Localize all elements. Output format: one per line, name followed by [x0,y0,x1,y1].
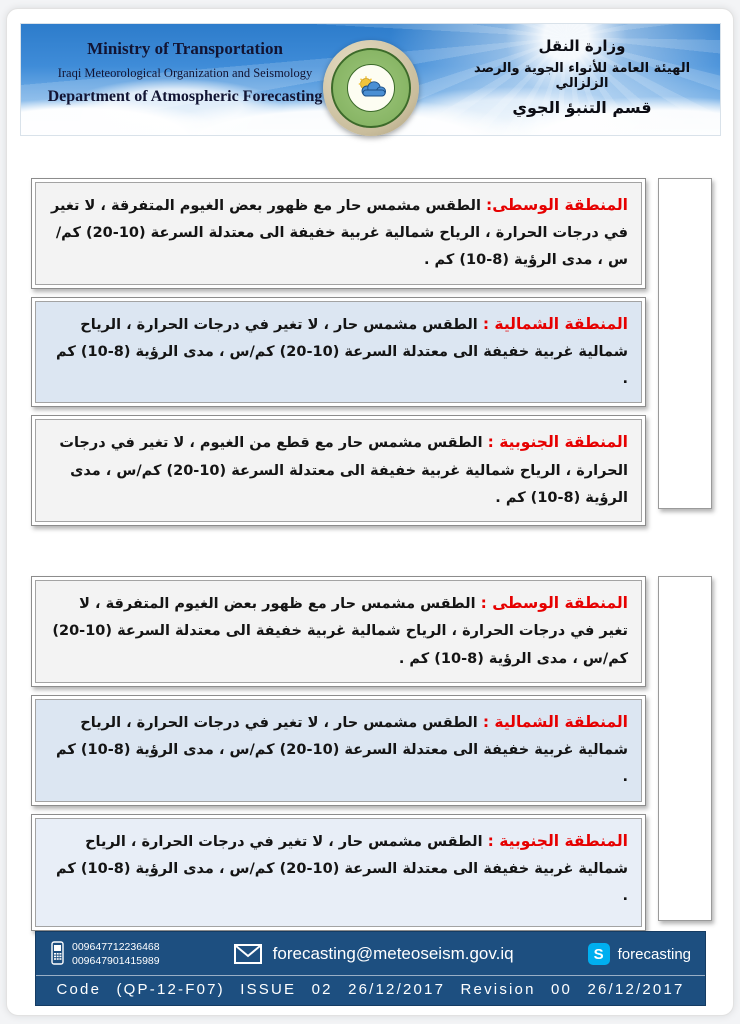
skype-icon: S [588,943,610,965]
phone-numbers [72,940,160,969]
forecast-blocks-monday [31,576,646,931]
phone-number-2: 009647901415989 [72,955,160,968]
email-address[interactable]: forecasting@meteoseism.gov.iq [272,944,514,964]
date-tab-column-sunday [658,178,712,526]
organization-name-ar: الهيئة العامة للأنواء الجوية والرصد الزلزالي [473,61,691,91]
forecast-text-northern: الطقس مشمس حار ، لا تغير في درجات الحرارة ، الرياح شمالية غربية خفيفة الى معتدلة السرعة (10-20) كم/س ، مدى الرؤية (8-10) كم . [56,714,628,786]
sun-and-cloud-icon [347,64,395,112]
forecast-block-northern [31,695,646,806]
forecast-block-southern [31,814,646,931]
phone-number-1: 009647712236468 [72,940,160,953]
forecast-text-southern: الطقس مشمس حار مع قطع من الغيوم ، لا تغير في درجات الحرارة ، الرياح شمالية غربية خفيفة الى معتدلة السرعة (10-20) كم/س ، مدى الرؤية (8-10) كم . [59,435,628,506]
date-tab-sunday [658,178,712,509]
logo-green-ring [331,48,411,128]
region-title-southern: المنطقة الجنوبية : [487,433,628,452]
forecast-section-sunday [31,178,712,526]
document-page [6,8,734,1016]
region-title-southern: المنطقة الجنوبية : [487,831,628,850]
forecast-blocks-sunday [31,178,646,526]
contact-footer [35,931,706,1006]
date-tab-monday [658,576,712,921]
organization-name-en: Iraqi Meteorological Organization and Seismology [57,66,313,80]
skype-username: forecasting [617,945,691,963]
ministry-name-ar: وزارة النقل [538,37,626,55]
mobile-phone-icon [50,941,65,967]
forecast-block-central [31,178,646,289]
forecast-block-central [31,576,646,687]
phone-contact [50,940,160,969]
forecast-text-southern: الطقس مشمس حار ، لا تغير في درجات الحرارة ، الرياح شمالية غربية خفيفة الى معتدلة السرعة (10-20) كم/س ، مدى الرؤية (8-10) كم . [56,833,628,905]
header-english-titles [35,39,335,106]
department-name-ar: قسم التنبؤ الجوي [512,98,652,117]
forecast-text-central: الطقس مشمس حار مع ظهور بعض الغيوم المتفرقة ، لا تغير في درجات الحرارة ، الرياح شمالية غربية خفيفة الى معتدلة السرعة (10-20) كم/س ، مدى الرؤية (8-10) كم . [50,197,628,269]
envelope-icon [234,944,262,964]
date-tab-column-monday [658,576,712,931]
forecast-text-northern: الطقس مشمس حار ، لا تغير في درجات الحرارة ، الرياح شمالية غربية خفيفة الى معتدلة السرعة (10-20) كم/س ، مدى الرؤية (8-10) كم . [56,316,628,388]
organization-logo [323,40,419,136]
region-title-central: المنطقة الوسطى : [480,594,628,613]
contact-row [36,932,705,975]
email-contact[interactable] [234,944,514,964]
forecast-section-monday [31,576,712,931]
region-title-northern: المنطقة الشمالية : [482,712,628,731]
region-title-northern: المنطقة الشمالية : [482,314,628,333]
forecast-block-northern [31,297,646,408]
document-code-line: Code (QP-12-F07) ISSUE 02 26/12/2017 Revision 00 26/12/2017 [36,975,705,1005]
skype-contact[interactable] [588,943,691,965]
header-arabic-titles [456,37,708,117]
forecast-text-central: الطقس مشمس حار مع ظهور بعض الغيوم المتفرقة ، لا تغير في درجات الحرارة ، الرياح شمالية غربية خفيفة الى معتدلة السرعة (10-20) كم/س ، مدى الرؤية (8-10) كم . [52,596,628,667]
department-name-en: Department of Atmospheric Forecasting [47,88,323,105]
forecast-block-southern [31,415,646,526]
region-title-central: المنطقة الوسطى: [486,195,628,214]
ministry-name-en: Ministry of Transportation [87,39,283,58]
header-banner [20,23,721,136]
